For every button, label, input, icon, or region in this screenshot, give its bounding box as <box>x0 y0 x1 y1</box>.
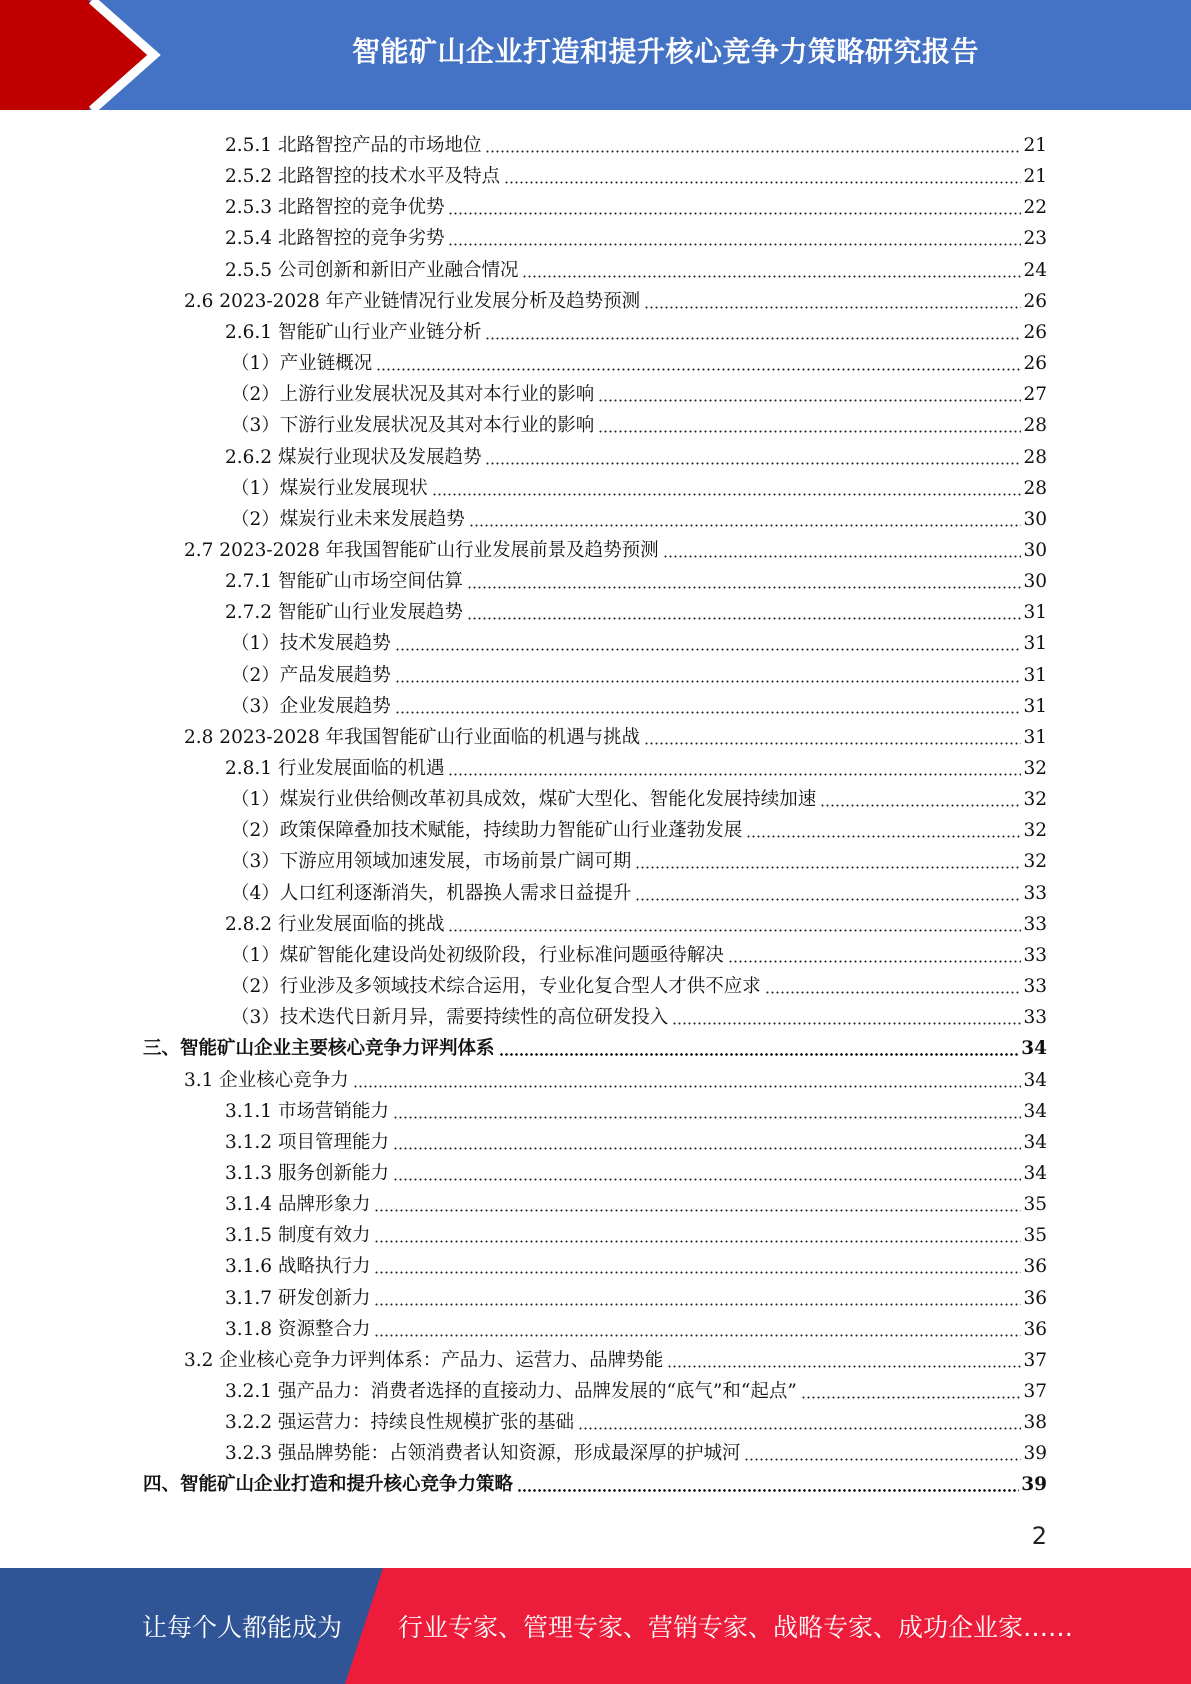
toc-dot-leader <box>395 690 1022 714</box>
footer-slogan-right: 行业专家、管理专家、营销专家、战略专家、成功企业家…… <box>398 1613 1074 1642</box>
toc-entry-page: 30 <box>1023 508 1047 530</box>
toc-entry[interactable] <box>225 1093 1047 1124</box>
toc-dot-leader <box>448 752 1021 776</box>
toc-dot-leader <box>522 254 1021 278</box>
toc-entry[interactable] <box>184 1342 1047 1373</box>
toc-entry-page: 26 <box>1023 290 1047 312</box>
toc-entry[interactable] <box>231 937 1047 968</box>
toc-dot-leader <box>578 1406 1021 1430</box>
toc-entry-page: 33 <box>1023 882 1047 904</box>
toc-entry[interactable] <box>225 1373 1047 1404</box>
toc-dot-leader <box>635 845 1021 869</box>
toc-dot-leader <box>499 1032 1020 1056</box>
toc-entry-page: 37 <box>1023 1349 1047 1371</box>
toc-dot-leader <box>820 783 1021 807</box>
toc-dot-leader <box>395 627 1022 651</box>
toc-entry[interactable] <box>231 345 1047 376</box>
toc-entry-label: 3.1.5 制度有效力 <box>225 1225 371 1247</box>
toc-dot-leader <box>598 409 1021 433</box>
toc-entry-label: 2.5.3 北路智控的竞争优势 <box>225 197 445 219</box>
toc-entry-label: （4）人口红利逐渐消失，机器换人需求日益提升 <box>231 882 632 904</box>
toc-entry[interactable] <box>184 1062 1047 1093</box>
toc-entry[interactable] <box>225 750 1047 781</box>
toc-entry-label: （3）下游应用领域加速发展，市场前景广阔可期 <box>231 851 632 873</box>
toc-entry-page: 33 <box>1023 976 1047 998</box>
toc-entry-page: 34 <box>1023 1069 1047 1091</box>
report-title: 智能矿山企业打造和提升核心竞争力策略研究报告 <box>351 35 979 68</box>
toc-dot-leader <box>374 1282 1021 1306</box>
toc-dot-leader <box>663 534 1022 558</box>
toc-entry-label: （3）下游行业发展状况及其对本行业的影响 <box>231 415 595 437</box>
toc-entry[interactable] <box>225 563 1047 594</box>
toc-dot-leader <box>635 877 1021 901</box>
toc-entry-label: （1）煤炭行业供给侧改革初具成效，煤矿大型化、智能化发展持续加速 <box>231 789 817 811</box>
toc-entry-label: 2.8 2023-2028 年我国智能矿山行业面临的机遇与挑战 <box>184 726 641 748</box>
toc-entry[interactable] <box>225 594 1047 625</box>
toc-entry-label: （1）煤炭行业发展现状 <box>231 477 428 499</box>
toc-entry-page: 34 <box>1021 1038 1047 1060</box>
toc-dot-leader <box>395 659 1022 683</box>
toc-entry[interactable] <box>231 999 1047 1030</box>
toc-dot-leader <box>504 160 1021 184</box>
toc-entry-page: 22 <box>1023 197 1047 219</box>
toc-dot-leader <box>432 472 1022 496</box>
toc-entry-label: 2.6.2 煤炭行业现状及发展趋势 <box>225 446 482 468</box>
toc-entry-label: （2）行业涉及多领域技术综合运用，专业化复合型人才供不应求 <box>231 976 761 998</box>
toc-entry[interactable] <box>184 532 1047 563</box>
toc-entry-label: （2）上游行业发展状况及其对本行业的影响 <box>231 384 595 406</box>
toc-dot-leader <box>393 1126 1021 1150</box>
toc-entry[interactable] <box>225 220 1047 251</box>
toc-entry-label: （2）政策保障叠加技术赋能，持续助力智能矿山行业蓬勃发展 <box>231 820 743 842</box>
toc-entry[interactable] <box>143 1466 1047 1497</box>
toc-entry-label: 3.1.7 研发创新力 <box>225 1287 371 1309</box>
toc-dot-leader <box>598 378 1021 402</box>
toc-entry-label: 3.1.1 市场营销能力 <box>225 1100 389 1122</box>
toc-dot-leader <box>746 814 1021 838</box>
toc-entry-label: 2.5.2 北路智控的技术水平及特点 <box>225 166 500 188</box>
footer-slogan-left: 让每个人都能成为 <box>142 1613 343 1642</box>
toc-entry-label: 3.2.1 强产品力：消费者选择的直接动力、品牌发展的“底气”和“起点” <box>225 1381 797 1402</box>
toc-entry-label: （1）产业链概况 <box>231 353 373 375</box>
toc-entry-label: （2）产品发展趋势 <box>231 664 391 686</box>
toc-entry[interactable] <box>231 812 1047 843</box>
toc-dot-leader <box>644 721 1021 745</box>
toc-entry-label: 2.8.1 行业发展面临的机遇 <box>225 758 445 779</box>
toc-entry-label: 3.2 企业核心竞争力评判体系：产品力、运营力、品牌势能 <box>184 1349 664 1371</box>
toc-entry-page: 33 <box>1023 913 1047 935</box>
toc-entry-page: 39 <box>1023 1443 1047 1465</box>
toc-dot-leader <box>448 908 1021 932</box>
toc-entry-page: 37 <box>1023 1381 1047 1402</box>
toc-dot-leader <box>374 1313 1021 1337</box>
toc-entry-page: 34 <box>1023 1131 1047 1153</box>
toc-entry[interactable] <box>225 1280 1047 1311</box>
toc-entry-label: 3.1.3 服务创新能力 <box>225 1162 389 1184</box>
toc-entry-page: 32 <box>1023 789 1047 811</box>
toc-dot-leader <box>448 191 1021 215</box>
toc-dot-leader <box>485 129 1021 153</box>
toc-entry-page: 21 <box>1023 166 1047 188</box>
toc-entry-label: 3.1.4 品牌形象力 <box>225 1194 371 1216</box>
toc-dot-leader <box>485 316 1021 340</box>
toc-entry-label: 3.1.6 战略执行力 <box>225 1256 371 1278</box>
toc-entry-page: 31 <box>1023 664 1047 686</box>
toc-dot-leader <box>644 285 1021 309</box>
toc-entry-label: （1）技术发展趋势 <box>231 633 391 655</box>
toc-entry[interactable] <box>225 1435 1047 1466</box>
toc-entry-label: 2.6.1 智能矿山行业产业链分析 <box>225 321 482 343</box>
toc-entry-page: 33 <box>1023 1007 1047 1029</box>
toc-entry-label: （1）煤矿智能化建设尚处初级阶段，行业标准问题亟待解决 <box>231 944 724 966</box>
toc-dot-leader <box>672 1001 1021 1025</box>
toc-entry-page: 31 <box>1023 602 1047 624</box>
toc-dot-leader <box>376 347 1021 371</box>
toc-dot-leader <box>374 1250 1021 1274</box>
toc-dot-leader <box>448 222 1021 246</box>
toc-entry-label: （3）企业发展趋势 <box>231 695 391 717</box>
toc-entry[interactable] <box>225 158 1047 189</box>
page-number: 2 <box>1031 1522 1047 1550</box>
toc-entry-page: 36 <box>1023 1287 1047 1309</box>
toc-entry-label: 2.7.1 智能矿山市场空间估算 <box>225 571 463 593</box>
toc-entry-label: 3.1 企业核心竞争力 <box>184 1069 349 1091</box>
toc-entry-label: 2.5.4 北路智控的竞争劣势 <box>225 228 445 250</box>
toc-entry-label: 2.6 2023-2028 年产业链情况行业发展分析及趋势预测 <box>184 290 641 312</box>
toc-entry[interactable] <box>225 906 1047 937</box>
toc-entry[interactable] <box>225 1404 1047 1435</box>
toc-dot-leader <box>517 1468 1019 1492</box>
toc-entry-label: 3.2.2 强运营力：持续良性规模扩张的基础 <box>225 1412 574 1434</box>
toc-entry[interactable] <box>184 719 1047 750</box>
toc-entry-page: 31 <box>1023 726 1047 748</box>
toc-entry[interactable] <box>225 1311 1047 1342</box>
toc-entry-label: 3.2.3 强品牌势能：占领消费者认知资源，形成最深厚的护城河 <box>225 1443 741 1465</box>
toc-dot-leader <box>728 939 1022 963</box>
toc-entry-label: 3.1.2 项目管理能力 <box>225 1131 389 1153</box>
toc-entry[interactable] <box>231 875 1047 906</box>
toc-entry-label: （2）煤炭行业未来发展趋势 <box>231 508 465 530</box>
toc-dot-leader <box>765 970 1022 994</box>
toc-entry-page: 33 <box>1023 944 1047 966</box>
toc-entry[interactable] <box>231 501 1047 532</box>
toc-entry[interactable] <box>184 283 1047 314</box>
toc-dot-leader <box>744 1437 1021 1461</box>
toc-entry-page: 28 <box>1023 477 1047 499</box>
toc-dot-leader <box>374 1188 1021 1212</box>
toc-entry-label: 四、智能矿山企业打造和提升核心竞争力策略 <box>143 1474 514 1496</box>
toc-entry-label: 三、智能矿山企业主要核心竞争力评判体系 <box>143 1038 495 1060</box>
toc-entry-page: 32 <box>1023 820 1047 842</box>
page-footer <box>0 1568 1191 1684</box>
toc-dot-leader <box>374 1219 1021 1243</box>
toc-entry-page: 30 <box>1023 539 1047 561</box>
toc-entry[interactable] <box>231 625 1047 656</box>
toc-dot-leader <box>667 1344 1021 1368</box>
toc-entry-label: 2.8.2 行业发展面临的挑战 <box>225 913 445 935</box>
toc-entry-page: 23 <box>1023 228 1047 250</box>
toc-entry[interactable] <box>231 843 1047 874</box>
toc-entry-page: 24 <box>1023 259 1047 281</box>
toc-dot-leader <box>801 1375 1022 1399</box>
toc-entry-label: 2.7 2023-2028 年我国智能矿山行业发展前景及趋势预测 <box>184 539 659 561</box>
toc-entry-page: 36 <box>1023 1256 1047 1278</box>
toc-entry[interactable] <box>231 657 1047 688</box>
toc-dot-leader <box>393 1157 1021 1181</box>
toc-entry-label: 2.7.2 智能矿山行业发展趋势 <box>225 602 463 624</box>
toc-entry[interactable] <box>225 1217 1047 1248</box>
toc-entry-page: 32 <box>1023 851 1047 873</box>
toc-dot-leader <box>469 503 1022 527</box>
toc-entry[interactable] <box>231 407 1047 438</box>
toc-entry-label: （3）技术迭代日新月异，需要持续性的高位研发投入 <box>231 1007 669 1029</box>
toc-entry-page: 35 <box>1023 1194 1047 1216</box>
toc-entry-label: 2.5.5 公司创新和新旧产业融合情况 <box>225 259 519 281</box>
toc-entry-label: 2.5.1 北路智控产品的市场地位 <box>225 135 482 156</box>
toc-entry-page: 21 <box>1023 135 1047 156</box>
toc-entry-page: 31 <box>1023 633 1047 655</box>
toc-dot-leader <box>485 441 1021 465</box>
toc-entry[interactable] <box>225 1155 1047 1186</box>
toc-entry[interactable] <box>225 1124 1047 1155</box>
page-header <box>0 0 1191 110</box>
toc-entry-page: 26 <box>1023 321 1047 343</box>
toc-entry-page: 28 <box>1023 446 1047 468</box>
toc-entry[interactable] <box>225 1248 1047 1279</box>
toc-entry[interactable] <box>225 439 1047 470</box>
toc-entry[interactable] <box>225 127 1047 158</box>
toc-entry-page: 30 <box>1023 571 1047 593</box>
toc-entry[interactable] <box>225 1186 1047 1217</box>
toc-entry-page: 36 <box>1023 1318 1047 1340</box>
toc-entry[interactable] <box>231 781 1047 812</box>
toc-entry-page: 34 <box>1023 1100 1047 1122</box>
toc-dot-leader <box>353 1064 1022 1088</box>
toc-entry-page: 27 <box>1023 384 1047 406</box>
toc-entry[interactable] <box>225 252 1047 283</box>
toc-entry-page: 32 <box>1023 758 1047 779</box>
toc-entry-page: 34 <box>1023 1162 1047 1184</box>
toc-entry-page: 31 <box>1023 695 1047 717</box>
toc-entry[interactable] <box>225 189 1047 220</box>
toc-dot-leader <box>393 1095 1021 1119</box>
toc-dot-leader <box>467 565 1021 589</box>
toc-entry-page: 39 <box>1021 1474 1047 1496</box>
toc-entry[interactable] <box>143 1030 1047 1061</box>
toc-entry-page: 35 <box>1023 1225 1047 1247</box>
toc-entry[interactable] <box>231 470 1047 501</box>
toc-entry[interactable] <box>231 688 1047 719</box>
toc-entry-page: 38 <box>1023 1412 1047 1434</box>
toc-dot-leader <box>467 596 1021 620</box>
toc-entry-label: 3.1.8 资源整合力 <box>225 1318 371 1340</box>
toc-entry[interactable] <box>231 968 1047 999</box>
toc-entry-page: 26 <box>1023 353 1047 375</box>
toc-entry[interactable] <box>225 314 1047 345</box>
toc-entry[interactable] <box>231 376 1047 407</box>
toc-entry-page: 28 <box>1023 415 1047 437</box>
